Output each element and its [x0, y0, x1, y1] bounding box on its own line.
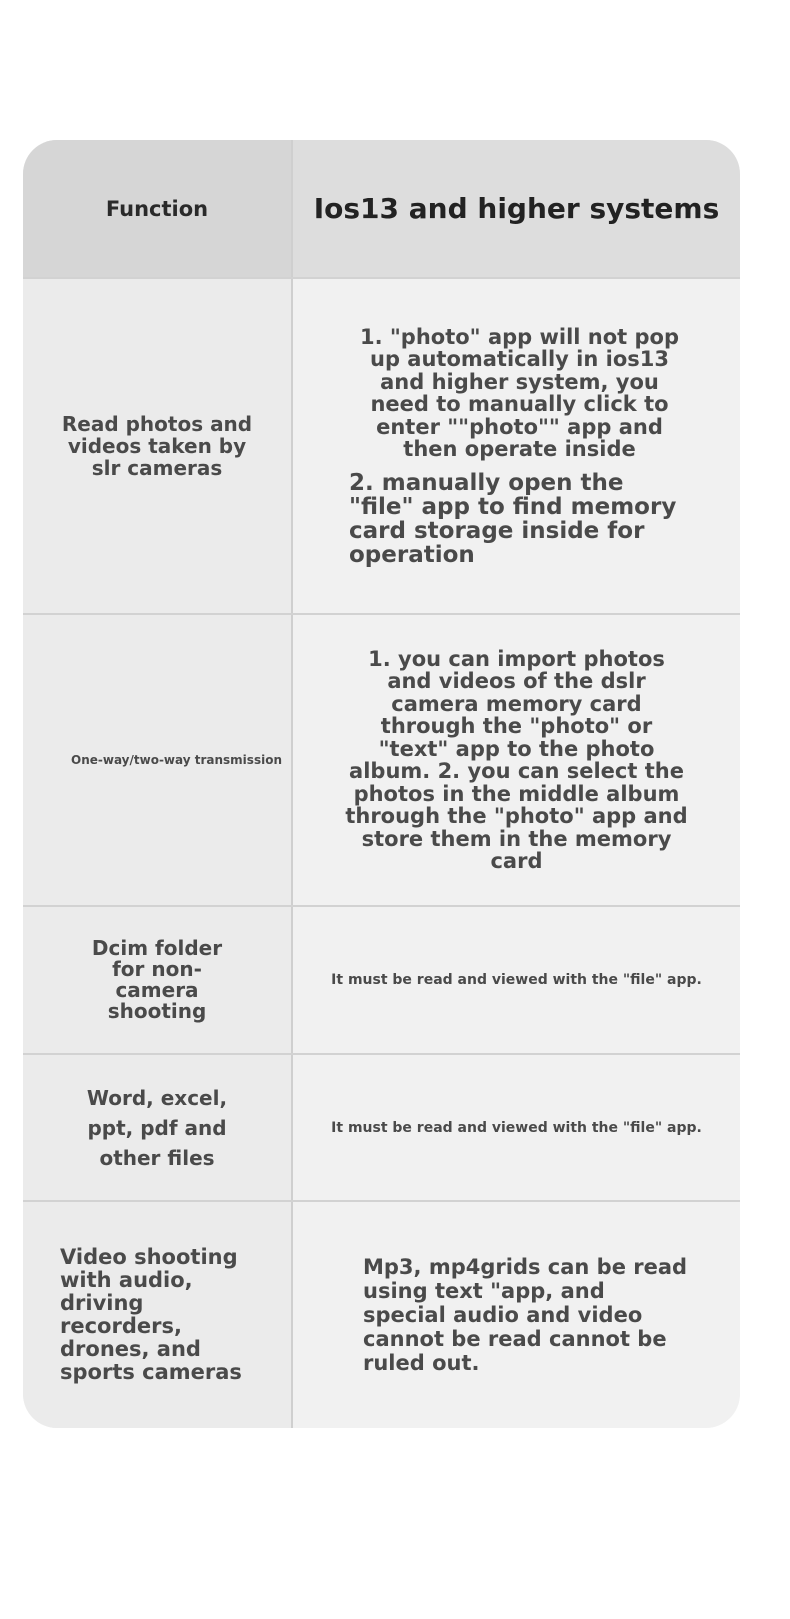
row-2-description: 1. you can import photos and videos of the dslr camera memory card through the "photo" or "text" app to the photo album. 2. you can select the photos in the middle album through the "photo" app and store them in the memory card [345, 646, 688, 873]
row-1-description-point-1: 1. "photo" app will not pop up automatically in ios13 and higher system, you need to manually click to enter ""photo"" app and then operate inside [359, 324, 680, 461]
row-1-description-point-2: 2. manually open the "file" app to find memory card storage inside for operation [349, 469, 677, 568]
column-divider [291, 140, 293, 1428]
row-5-description: Mp3, mp4grids can be read using text "app, and special audio and video cannot be read cannot be ruled out. [363, 1255, 688, 1375]
row-5-function: Video shooting with audio, driving recorders, drones, and sports cameras [60, 1245, 242, 1384]
row-3-description: It must be read and viewed with the "file" app. [331, 972, 702, 988]
row-2-function: One-way/two-way transmission [71, 752, 282, 767]
row-1-description [293, 279, 740, 613]
row-divider [23, 905, 740, 907]
row-divider [23, 1200, 740, 1202]
header-function: Function [105, 196, 209, 221]
row-4-function: Word, excel, ppt, pdf and other files [86, 1085, 228, 1170]
row-3-function: Dcim folder for non-camera shooting [91, 936, 223, 1023]
row-divider [23, 1053, 740, 1055]
row-divider [23, 613, 740, 615]
row-4-description: It must be read and viewed with the "file" app. [331, 1119, 702, 1136]
header-ios13-systems: Ios13 and higher systems [313, 192, 720, 225]
row-1-function: Read photos and videos taken by slr cameras [61, 412, 253, 480]
comparison-table [23, 140, 740, 1428]
row-divider [23, 277, 740, 279]
